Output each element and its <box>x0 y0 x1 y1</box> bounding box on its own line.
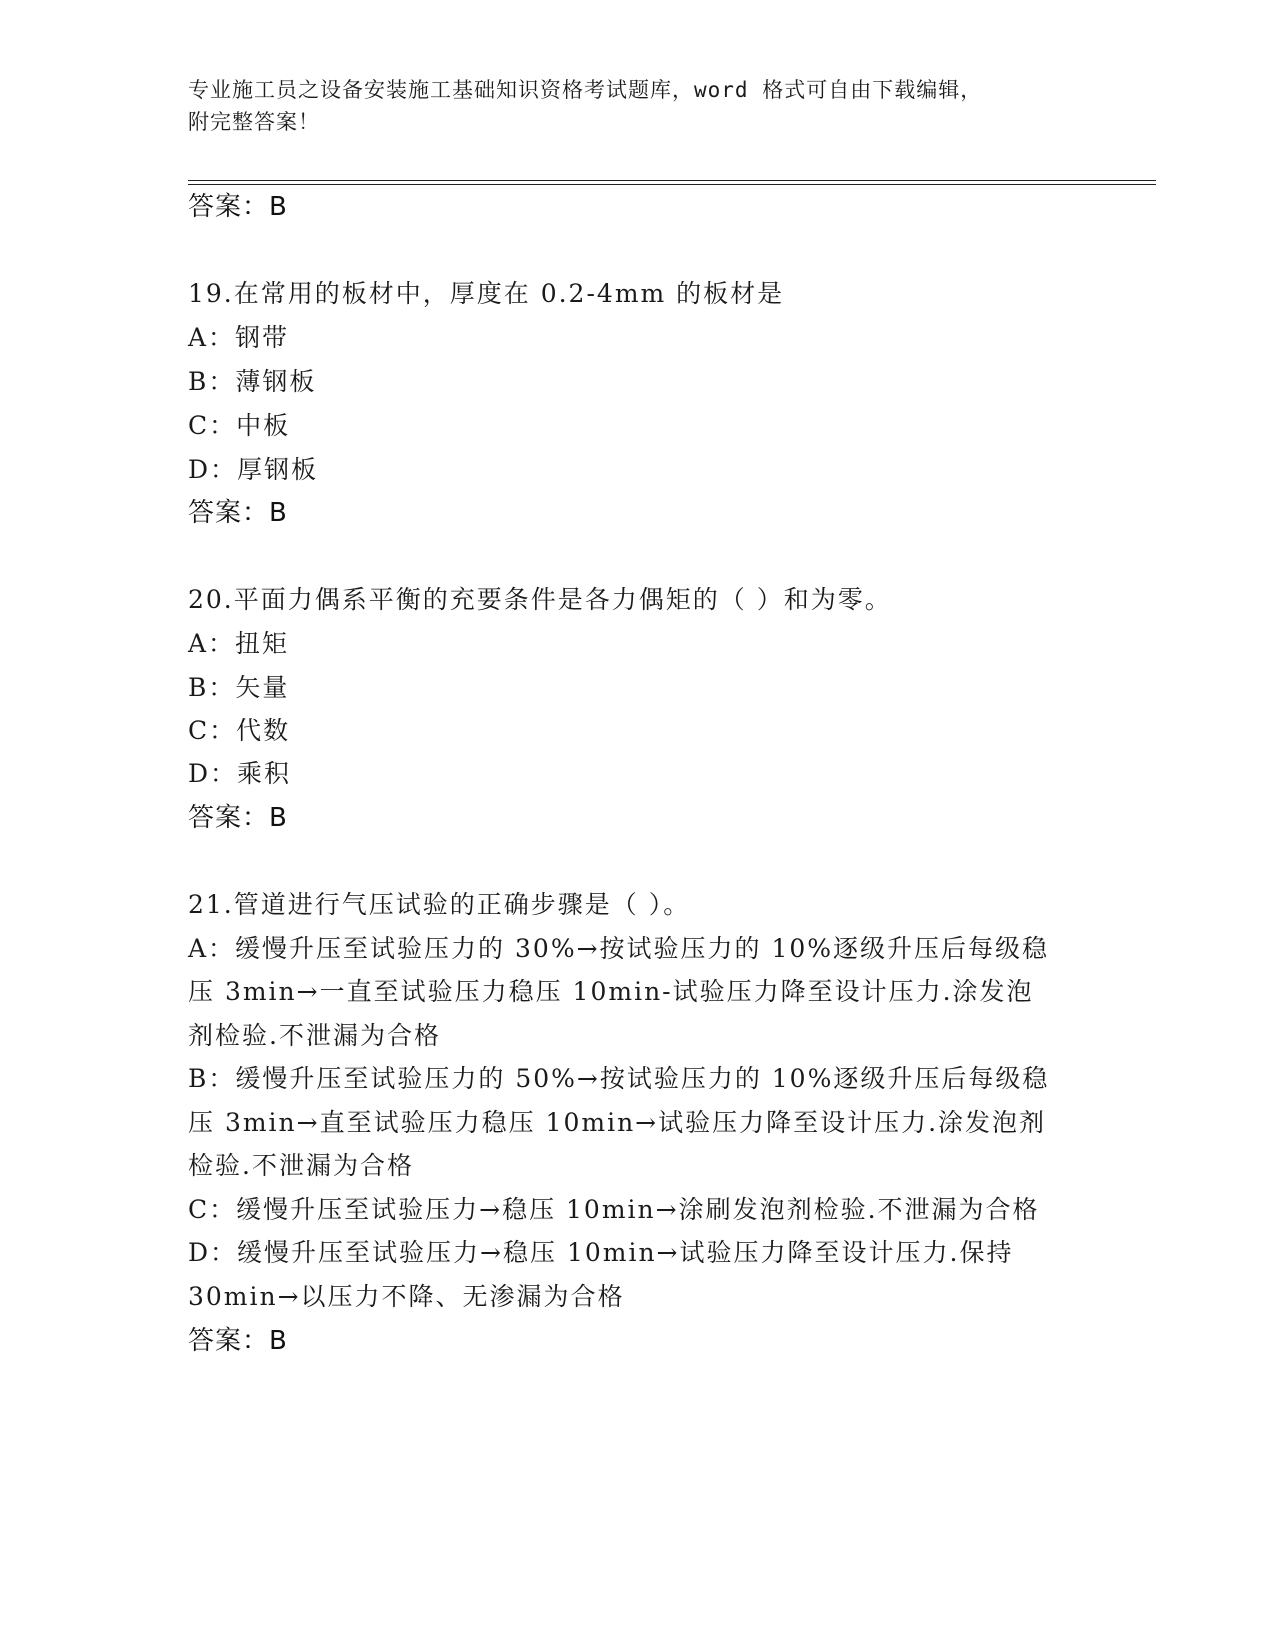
option-20-d: D：乘积 <box>188 759 292 788</box>
header-line-1: 专业施工员之设备安装施工基础知识资格考试题库，word 格式可自由下载编辑， <box>188 78 983 102</box>
option-20-b: B：矢量 <box>188 673 290 702</box>
answer-line: 答案：B <box>188 192 288 222</box>
option-20-a: A：扭矩 <box>188 629 290 658</box>
option-21-line: C：缓慢升压至试验压力→稳压 10min→涂刷发泡剂检验.不泄漏为合格 <box>188 1195 1040 1224</box>
option-21-line: A：缓慢升压至试验压力的 30%→按试验压力的 10%逐级升压后每级稳 <box>188 934 1050 963</box>
document-page <box>188 0 1156 1650</box>
option-21-line: B：缓慢升压至试验压力的 50%→按试验压力的 10%逐级升压后每级稳 <box>188 1064 1050 1093</box>
header-line-2: 附完整答案！ <box>188 110 320 134</box>
answer-19: 答案：B <box>188 498 288 528</box>
option-20-c: C：代数 <box>188 716 291 745</box>
page-header <box>188 74 1088 138</box>
option-21-line: 30min→以压力不降、无渗漏为合格 <box>188 1282 625 1311</box>
answer-20: 答案：B <box>188 803 288 833</box>
question-stem-21: 21.管道进行气压试验的正确步骤是（ ）。 <box>188 890 691 919</box>
option-21-line: D：缓慢升压至试验压力→稳压 10min→试验压力降至设计压力.保持 <box>188 1238 1014 1267</box>
option-19-c: C：中板 <box>188 411 291 440</box>
option-21-line: 压 3min→一直至试验压力稳压 10min-试验压力降至设计压力.涂发泡 <box>188 977 1034 1006</box>
option-21-line: 压 3min→直至试验压力稳压 10min→试验压力降至设计压力.涂发泡剂 <box>188 1108 1047 1137</box>
option-19-b: B：薄钢板 <box>188 367 317 396</box>
option-19-a: A：钢带 <box>188 323 290 352</box>
option-19-d: D：厚钢板 <box>188 455 319 484</box>
option-21-line: 剂检验.不泄漏为合格 <box>188 1021 441 1050</box>
option-21-line: 检验.不泄漏为合格 <box>188 1151 414 1180</box>
question-stem-19: 19.在常用的板材中，厚度在 0.2-4mm 的板材是 <box>188 279 785 308</box>
answer-21: 答案：B <box>188 1326 288 1356</box>
question-stem-20: 20.平面力偶系平衡的充要条件是各力偶矩的（ ）和为零。 <box>188 585 892 614</box>
header-divider <box>188 180 1156 185</box>
